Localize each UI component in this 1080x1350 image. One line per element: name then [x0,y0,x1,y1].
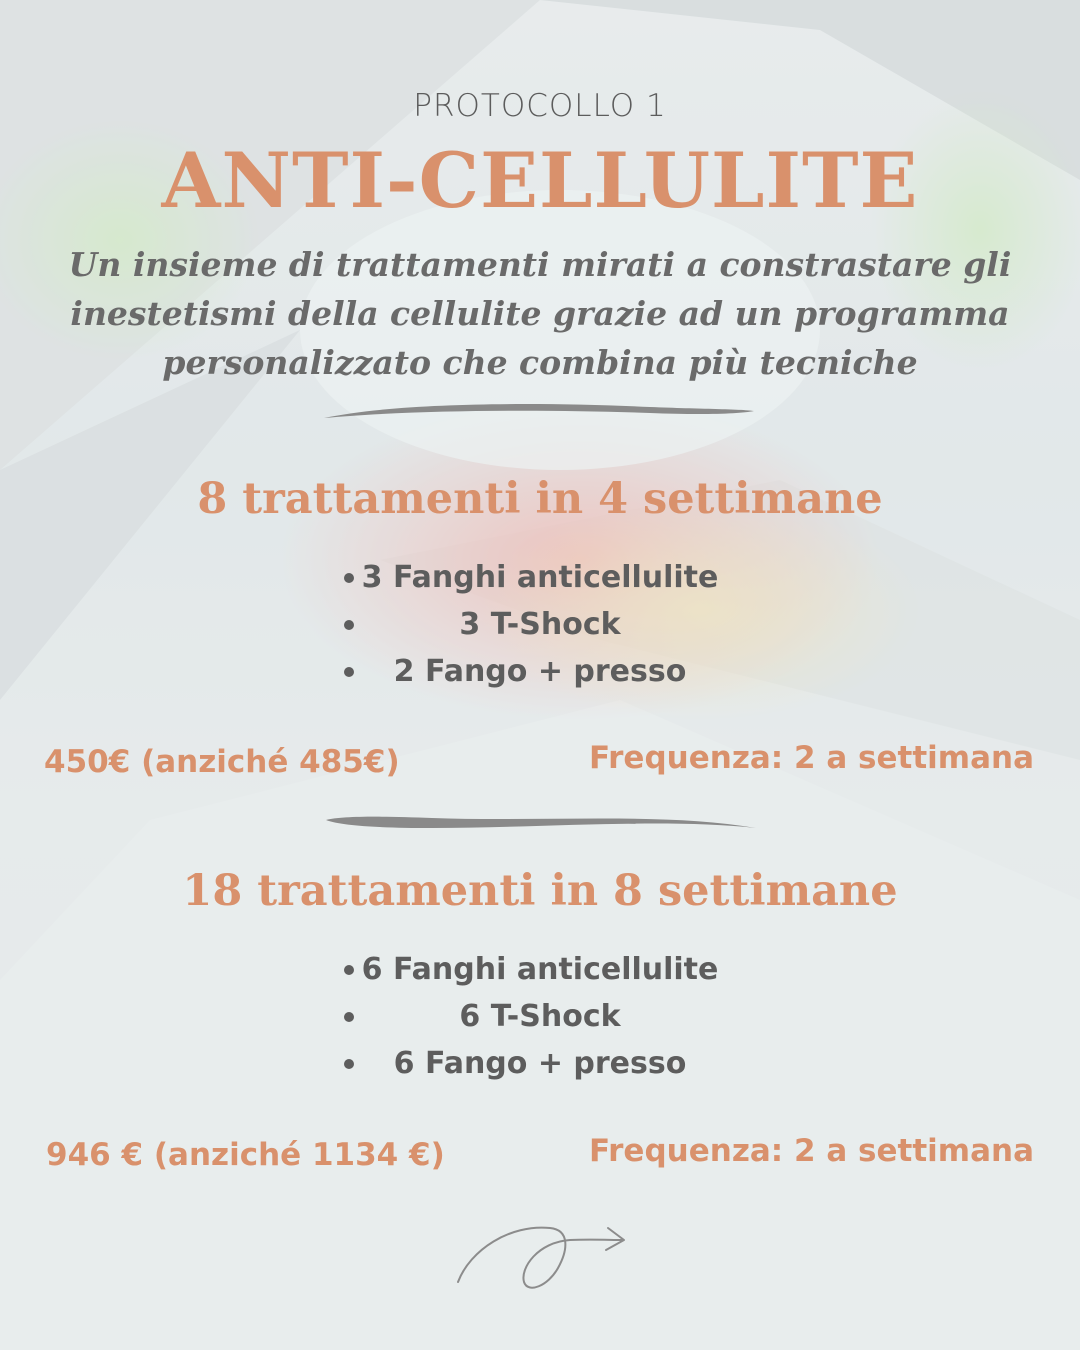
bullet-icon [344,573,354,583]
bullet-icon [344,965,354,975]
package-price: 450€ (anziché 485€) [44,744,400,780]
item-label: 3 Fanghi anticellulite [361,560,719,595]
protocol-number: PROTOCOLLO 1 [413,88,667,124]
swoosh-divider [322,806,762,836]
list-item [330,1040,750,1087]
list-item [330,648,750,695]
bullet-icon [344,1012,354,1022]
package-items-list [330,554,750,695]
package-price: 946 € (anziché 1134 €) [46,1137,445,1173]
list-item [330,601,750,648]
package-frequency: Frequenza: 2 a settimana [588,740,1034,776]
item-label: 6 Fanghi anticellulite [361,952,719,987]
intro-line: Un insieme di trattamenti mirati a constrastare gli [68,245,1012,284]
intro-line: inestetismi della cellulite grazie ad un programma [70,294,1010,333]
list-item [330,993,750,1040]
item-label: 2 Fango + presso [393,654,687,689]
list-item [330,554,750,601]
bullet-icon [344,1059,354,1069]
package-items-list [330,946,750,1087]
package-title: 8 trattamenti in 4 settimane [197,474,883,524]
package-frequency: Frequenza: 2 a settimana [588,1133,1034,1169]
intro-line: personalizzato che combina più tecniche [162,343,918,382]
curly-arrow-icon[interactable] [450,1210,640,1300]
bullet-icon [344,667,354,677]
swoosh-divider [320,398,760,428]
item-label: 3 T-Shock [459,607,621,642]
intro-text [60,240,1020,387]
bullet-icon [344,620,354,630]
list-item [330,946,750,993]
item-label: 6 T-Shock [459,999,621,1034]
package-title: 18 trattamenti in 8 settimane [182,866,898,916]
page-title: ANTI-CELLULITE [161,136,919,225]
item-label: 6 Fango + presso [393,1046,687,1081]
